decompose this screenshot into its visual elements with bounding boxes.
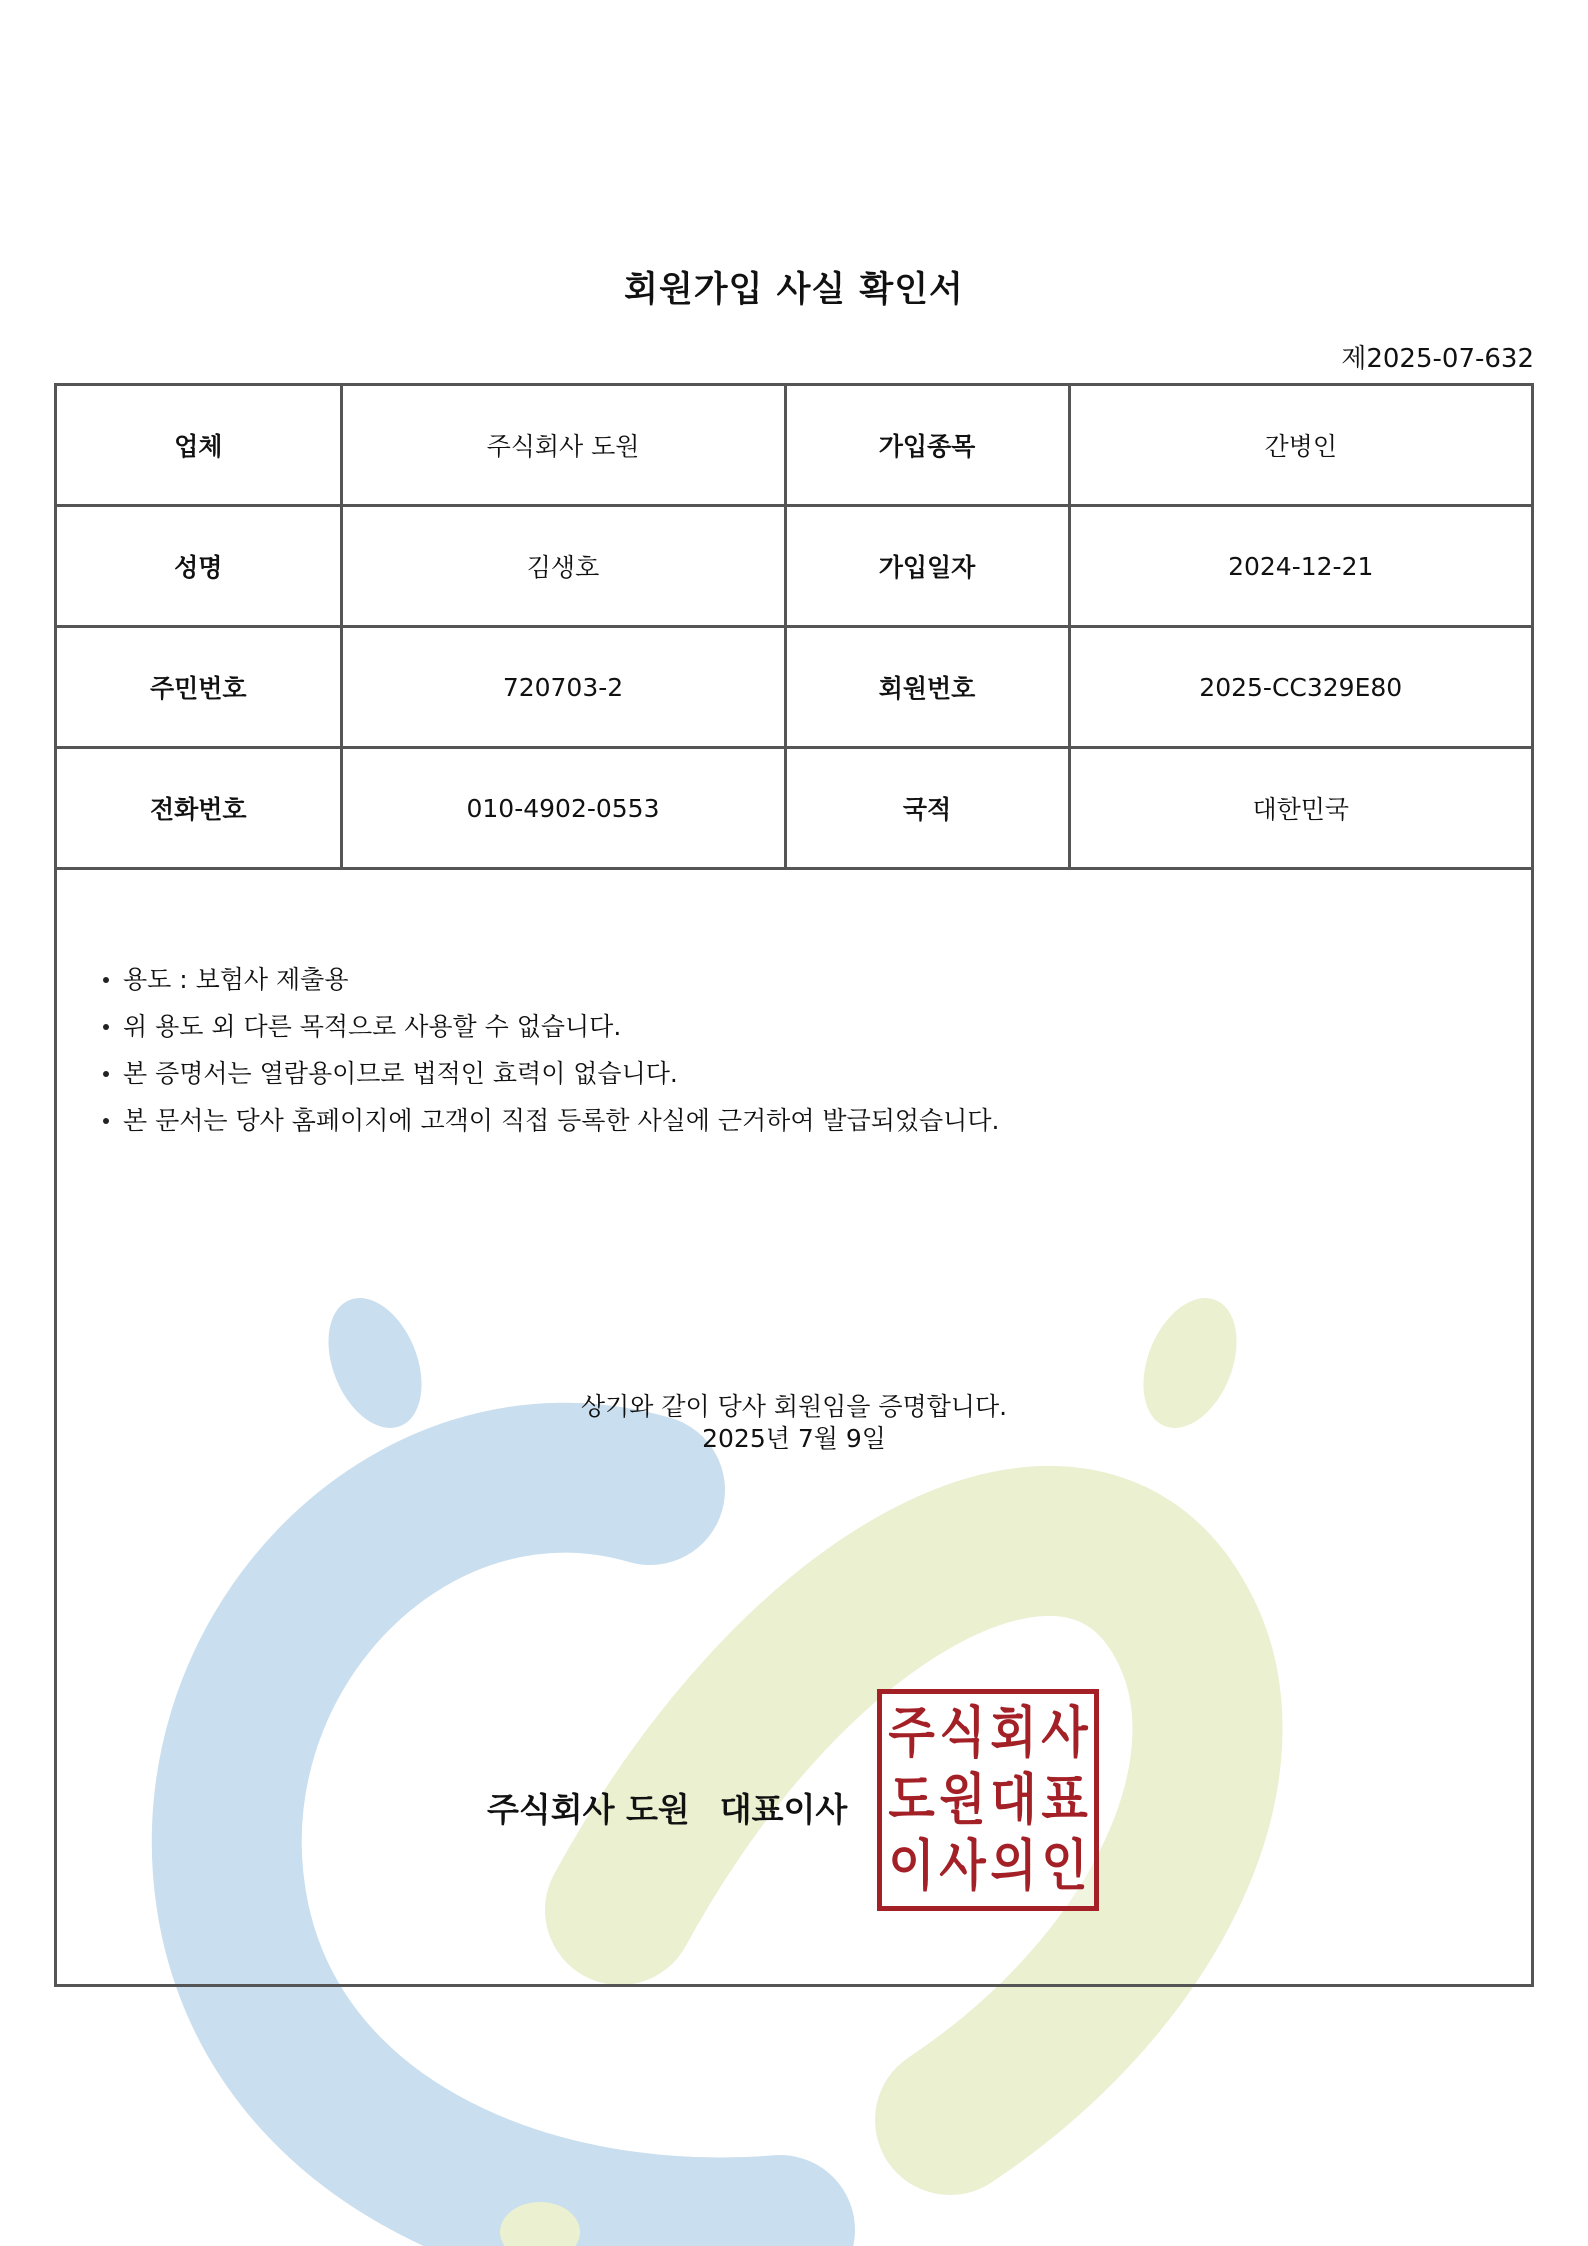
- seal-char: 인: [1041, 1834, 1088, 1899]
- list-item: 위 용도 외 다른 목적으로 사용할 수 없습니다.: [101, 1003, 999, 1050]
- seal-char: 표: [1041, 1767, 1088, 1833]
- notes-list: [101, 956, 999, 1144]
- seal-char: 식: [939, 1701, 986, 1766]
- join-date-label: 가입일자: [785, 506, 1069, 627]
- document-number: 제2025-07-632: [1341, 344, 1534, 374]
- resident-number-label: 주민번호: [57, 627, 341, 748]
- table-row: [57, 386, 1531, 506]
- nationality-value: 대한민국: [1069, 748, 1531, 869]
- signature-title: 대표이사: [719, 1790, 848, 1829]
- member-number-value: 2025-CC329E80: [1069, 627, 1531, 748]
- issue-date: 2025년 7월 9일: [702, 1424, 886, 1453]
- table-row: [57, 627, 1531, 748]
- company-signature: [487, 1784, 847, 1831]
- table-row: [57, 748, 1531, 869]
- document-title: 회원가입 사실 확인서: [624, 270, 964, 310]
- list-item: 본 증명서는 열람용이므로 법적인 효력이 없습니다.: [101, 1050, 999, 1097]
- seal-char: 주: [888, 1701, 935, 1766]
- resident-number-value: 720703-2: [341, 627, 785, 748]
- company-value: 주식회사 도원: [341, 386, 785, 506]
- list-item: 용도 : 보험사 제출용: [101, 956, 999, 1003]
- seal-char: 이: [888, 1834, 935, 1899]
- signature-company: 주식회사 도원: [487, 1790, 690, 1829]
- join-type-label: 가입종목: [785, 386, 1069, 506]
- seal-char: 의: [990, 1834, 1037, 1899]
- phone-label: 전화번호: [57, 748, 341, 869]
- name-value: 김생호: [341, 506, 785, 627]
- nationality-label: 국적: [785, 748, 1069, 869]
- seal-char: 원: [939, 1767, 986, 1833]
- company-seal: [877, 1689, 1099, 1911]
- phone-value: 010-4902-0553: [341, 748, 785, 869]
- table-row: [57, 506, 1531, 627]
- list-item: 본 문서는 당사 홈페이지에 고객이 직접 등록한 사실에 근거하여 발급되었습니다.: [101, 1097, 999, 1144]
- join-type-value: 간병인: [1069, 386, 1531, 506]
- document-frame: [54, 383, 1534, 1987]
- company-label: 업체: [57, 386, 341, 506]
- member-info-table: [57, 386, 1531, 870]
- member-number-label: 회원번호: [785, 627, 1069, 748]
- name-label: 성명: [57, 506, 341, 627]
- seal-char: 사: [1041, 1701, 1088, 1766]
- seal-char: 회: [990, 1701, 1037, 1766]
- seal-char: 대: [990, 1767, 1037, 1833]
- certification-statement: 상기와 같이 당사 회원임을 증명합니다.: [580, 1392, 1008, 1421]
- seal-char: 도: [888, 1767, 935, 1833]
- join-date-value: 2024-12-21: [1069, 506, 1531, 627]
- seal-char: 사: [939, 1834, 986, 1899]
- certification-block: [57, 1391, 1531, 1455]
